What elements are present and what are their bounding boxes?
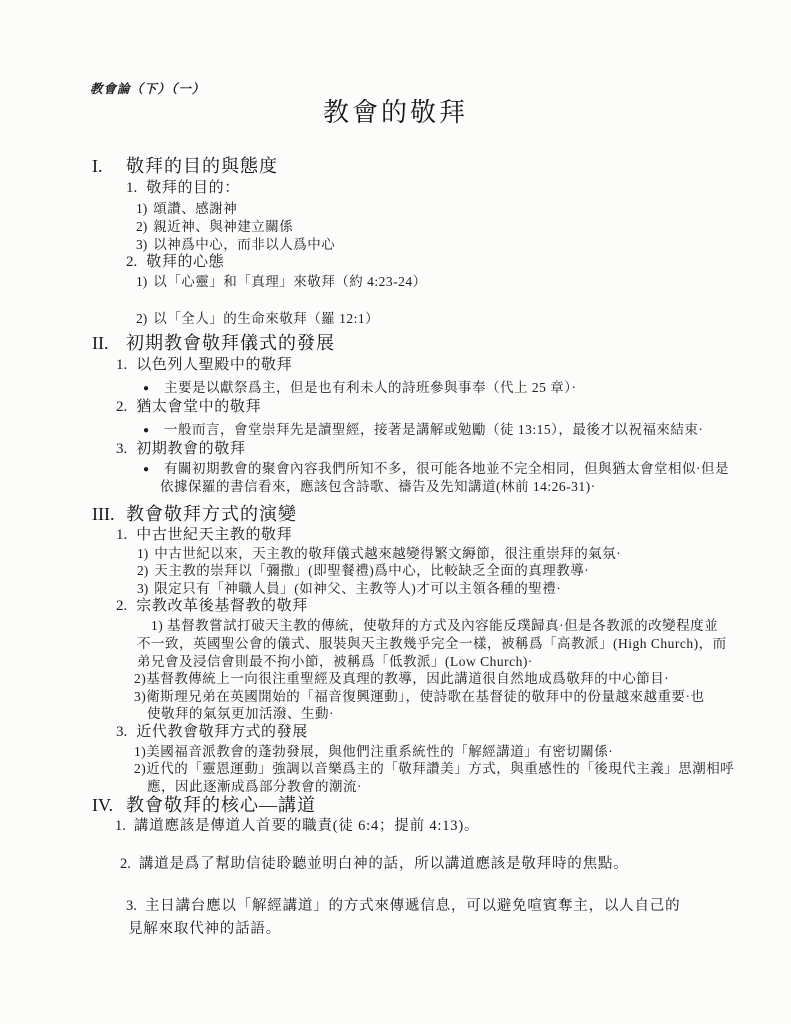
item-text: 中古世紀天主教的敬拜	[136, 527, 293, 543]
item-text: 初期教會的敬拜	[136, 441, 246, 457]
outline-subitem	[136, 219, 293, 235]
outline-subitem	[136, 201, 237, 217]
item-text: 一般而言，會堂崇拜先是讀聖經，接著是講解或勉勵（徒 13:15），最後才以祝福來結束·	[164, 422, 704, 437]
item-text: 敬拜的心態	[146, 254, 225, 270]
item-number: 1.	[116, 527, 128, 543]
outline-subitem	[137, 563, 589, 579]
doc-title: 教會的敬拜	[322, 98, 468, 127]
bullet-item	[143, 461, 729, 477]
item-number: 2)	[136, 311, 148, 326]
section-title: 敬拜的目的與態度	[126, 156, 278, 176]
paragraph-line: 使敬拜的氣氛更加活潑、生動·	[147, 706, 334, 721]
paragraph-line: 依據保羅的書信看來，應該包含詩歌、禱告及先知講道(林前 14:26-31)·	[160, 479, 596, 494]
item-number: 1.	[116, 357, 128, 373]
outline-subitem	[137, 581, 561, 597]
bullet-icon: ●	[143, 425, 150, 436]
item-text: 以神爲中心，而非以人爲中心	[153, 237, 336, 252]
item-text: 天主教的崇拜以「彌撒」(即聖餐禮)爲中心，比較缺乏全面的真理教導·	[154, 563, 590, 578]
item-text: 主日講台應以「解經講道」的方式來傳遞信息，可以避免喧賓奪主，以人自己的	[144, 898, 681, 914]
section-number: IV.	[92, 795, 114, 815]
item-number: 3.	[116, 441, 128, 457]
item-number: 3.	[126, 898, 137, 914]
section-title: 初期教會敬拜儀式的發展	[126, 333, 335, 353]
outline-subitem	[136, 237, 335, 253]
section-title: 教會敬拜的核心—講道	[126, 795, 316, 815]
item-text: 親近神、與神建立關係	[153, 219, 294, 234]
doc-note: 教會論（下）（一）	[90, 82, 206, 96]
bullet-item	[143, 422, 703, 438]
paragraph-line: 1) 基督教嘗試打破天主教的傳統，使敬拜的方式及內容能反璞歸真·但是各教派的改變程度並	[151, 618, 719, 633]
outline-item	[126, 254, 224, 271]
outline-item	[116, 724, 308, 741]
item-number: 3)	[137, 581, 149, 596]
item-number: 2)	[137, 563, 149, 578]
paragraph-line: 1)美國福音派教會的蓬勃發展，與他們注重系統性的「解經講道」有密切關係·	[134, 744, 614, 759]
item-number: 2.	[126, 254, 138, 270]
item-text: 以「全人」的生命來敬拜（羅 12:1）	[153, 311, 380, 326]
item-number: 1)	[136, 201, 148, 216]
item-text: 講道是爲了幫助信徒聆聽並明白神的話，所以講道應該是敬拜時的焦點。	[138, 856, 629, 872]
item-text: 敬拜的目的：	[146, 180, 240, 196]
section-heading-3	[92, 504, 297, 525]
outline-item	[120, 856, 628, 873]
outline-item	[116, 527, 292, 544]
outline-item	[116, 598, 308, 615]
item-number: 2)	[136, 219, 148, 234]
section-heading-1	[92, 156, 278, 177]
bullet-icon: ●	[143, 464, 150, 475]
item-number: 3)	[136, 237, 148, 252]
outline-item	[126, 898, 680, 915]
section-heading-4	[92, 795, 316, 816]
outline-subitem	[136, 274, 427, 290]
paragraph-line: 應，因此逐漸成爲部分教會的潮流·	[147, 779, 362, 794]
item-text: 主要是以獻祭爲主，但是也有利未人的詩班參與事奉（代上 25 章）·	[164, 380, 577, 395]
section-title: 教會敬拜方式的演變	[126, 504, 297, 524]
bullet-icon: ●	[143, 383, 150, 394]
outline-subitem	[137, 546, 621, 562]
paragraph-line: 弟兄會及浸信會則最不拘小節，被稱爲「低教派」(Low Church)·	[137, 654, 533, 669]
outline-item	[116, 357, 292, 374]
item-number: 2.	[116, 399, 128, 415]
item-text: 中古世紀以來，天主教的敬拜儀式越來越變得繁文縟節，很注重崇拜的氣氛·	[154, 546, 622, 561]
paragraph-line: 不一致，英國聖公會的儀式、服裝與天主教幾乎完全一樣，被稱爲「高教派」(High Church)，而	[137, 636, 727, 651]
item-number: 2.	[120, 856, 131, 872]
item-text: 近代教會敬拜方式的發展	[136, 724, 308, 740]
item-text: 以「心靈」和「真理」來敬拜（約 4:23-24）	[153, 274, 427, 289]
item-text: 講道應該是傳道人首要的職責(徒 6:4；提前 4:13)。	[133, 818, 480, 834]
outline-subitem	[136, 311, 379, 327]
item-text: 限定只有「神職人員」(如神父、主教等人)才可以主領各種的聖禮·	[154, 581, 562, 596]
paragraph-line: 3)衛斯理兄弟在英國開始的「福音復興運動」，使詩歌在基督徒的敬拜中的份量越來越重要·也	[134, 689, 705, 704]
item-text: 猶太會堂中的敬拜	[136, 399, 262, 415]
outline-item	[116, 441, 245, 458]
item-number: 1)	[136, 274, 148, 289]
item-number: 1.	[126, 180, 138, 196]
item-number: 1.	[115, 818, 126, 834]
item-text: 宗教改革後基督教的敬拜	[136, 598, 308, 614]
outline-item	[126, 180, 240, 197]
item-text: 有關初期教會的聚會內容我們所知不多，很可能各地並不完全相同，但與猶太會堂相似·但是	[164, 461, 729, 476]
item-text: 以色列人聖殿中的敬拜	[136, 357, 293, 373]
item-number: 3.	[116, 724, 128, 740]
section-number: III.	[92, 504, 115, 524]
item-text: 頌讚、感謝神	[153, 201, 238, 216]
outline-item	[116, 399, 261, 416]
outline-item	[115, 818, 479, 835]
item-number: 2.	[116, 598, 128, 614]
item-number: 1)	[137, 546, 149, 561]
paragraph-line: 見解來取代神的話語。	[128, 921, 281, 937]
section-number: I.	[92, 156, 103, 176]
bullet-item	[143, 380, 577, 396]
section-number: II.	[92, 333, 109, 353]
paragraph-line: 2)近代的「靈恩運動」強調以音樂爲主的「敬拜讚美」方式，與重感性的「後現代主義」思潮相呼	[134, 761, 735, 776]
section-heading-2	[92, 333, 335, 354]
paragraph-line: 2)基督教傳統上一向很注重聖經及真理的教導，因此講道很自然地成爲敬拜的中心節目·	[134, 671, 670, 686]
